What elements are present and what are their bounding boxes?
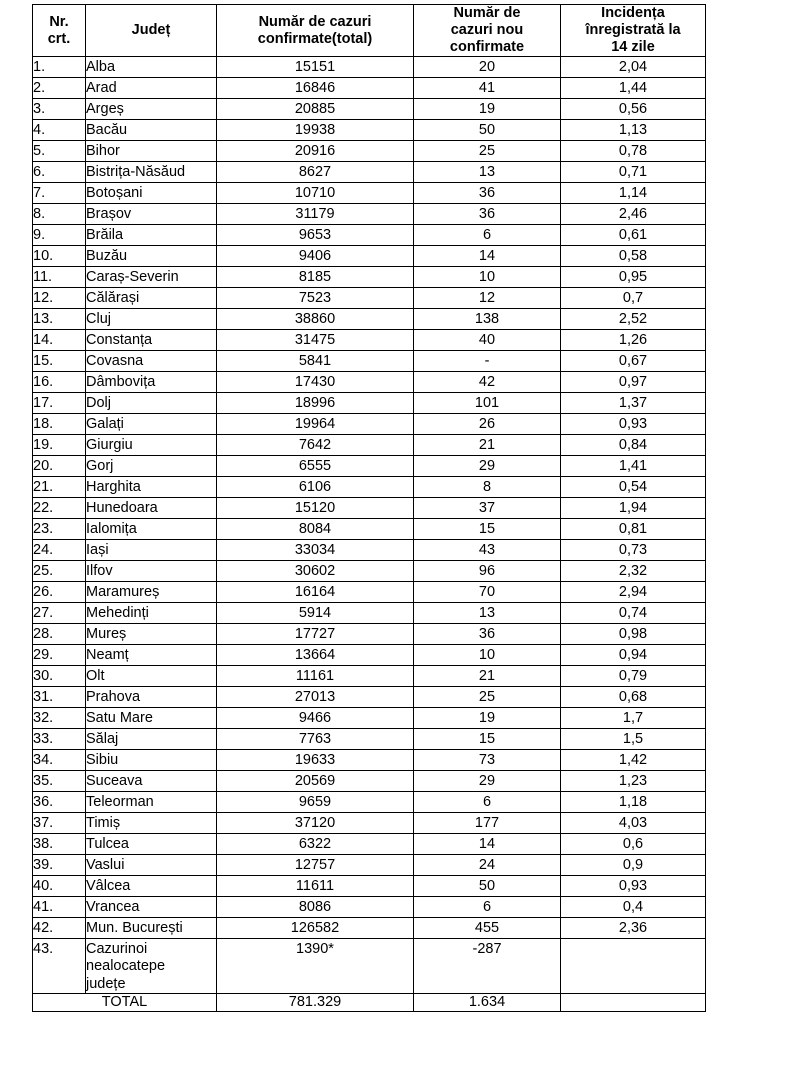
column-header-incidence: [561, 5, 706, 57]
cell-judet: Vrancea: [86, 897, 217, 918]
cell-nr: 7.: [33, 183, 86, 204]
table-footer-row: [33, 993, 706, 1011]
cell-new-cases: 101: [414, 393, 561, 414]
footer-new-cases: 1.634: [414, 993, 561, 1011]
column-header-incidence-line2: înregistrată la: [585, 22, 681, 39]
cell-new-cases: 96: [414, 561, 561, 582]
table-row: [33, 183, 706, 204]
table-row: [33, 162, 706, 183]
cell-judet: Sibiu: [86, 750, 217, 771]
table-row: [33, 666, 706, 687]
cell-judet: Mun. București: [86, 918, 217, 939]
cell-nr: 26.: [33, 582, 86, 603]
cell-incidence: 1,37: [561, 393, 706, 414]
cell-total-cases: 10710: [217, 183, 414, 204]
cell-new-cases: 8: [414, 477, 561, 498]
cell-total-cases: 16164: [217, 582, 414, 603]
unallocated-line1b: noi: [127, 941, 148, 958]
cell-judet: Olt: [86, 666, 217, 687]
cell-incidence: [561, 939, 706, 993]
table-row: [33, 645, 706, 666]
cell-nr: 29.: [33, 645, 86, 666]
cell-new-cases: 36: [414, 204, 561, 225]
cell-new-cases: 6: [414, 225, 561, 246]
cell-incidence: 0,4: [561, 897, 706, 918]
cell-nr: 1.: [33, 57, 86, 78]
table-row: [33, 225, 706, 246]
cell-judet: [86, 939, 217, 993]
cell-judet: Suceava: [86, 771, 217, 792]
cell-new-cases: 15: [414, 519, 561, 540]
cell-judet: Harghita: [86, 477, 217, 498]
column-header-total-line2: confirmate(total): [257, 30, 373, 47]
cell-incidence: 1,7: [561, 708, 706, 729]
cell-incidence: 1,44: [561, 78, 706, 99]
cell-incidence: 1,94: [561, 498, 706, 519]
cell-total-cases: 9406: [217, 246, 414, 267]
cell-nr: 14.: [33, 330, 86, 351]
cell-judet: Cluj: [86, 309, 217, 330]
cell-new-cases: 14: [414, 246, 561, 267]
cell-incidence: 0,54: [561, 477, 706, 498]
cell-incidence: 1,5: [561, 729, 706, 750]
cell-nr: 8.: [33, 204, 86, 225]
cell-total-cases: 8086: [217, 897, 414, 918]
table-row: [33, 414, 706, 435]
cell-nr: 30.: [33, 666, 86, 687]
cell-new-cases: 24: [414, 855, 561, 876]
cell-new-cases: 41: [414, 78, 561, 99]
table-row: [33, 687, 706, 708]
unallocated-line2: nealocate: [86, 958, 149, 975]
table-row: [33, 288, 706, 309]
table-row: [33, 834, 706, 855]
cell-new-cases: 21: [414, 666, 561, 687]
cell-nr: 2.: [33, 78, 86, 99]
cell-judet: Bistrița-Năsăud: [86, 162, 217, 183]
cell-total-cases: 13664: [217, 645, 414, 666]
cell-new-cases: 19: [414, 99, 561, 120]
cell-nr: 20.: [33, 456, 86, 477]
cell-incidence: 2,94: [561, 582, 706, 603]
cell-judet: Dolj: [86, 393, 217, 414]
cell-total-cases: 20916: [217, 141, 414, 162]
cell-total-cases: 6106: [217, 477, 414, 498]
table-row: [33, 792, 706, 813]
cell-new-cases: 21: [414, 435, 561, 456]
cell-total-cases: 7763: [217, 729, 414, 750]
cell-judet: Vaslui: [86, 855, 217, 876]
cell-incidence: 2,36: [561, 918, 706, 939]
cell-incidence: 0,93: [561, 876, 706, 897]
cell-incidence: 0,56: [561, 99, 706, 120]
cell-nr: 31.: [33, 687, 86, 708]
cell-nr: 13.: [33, 309, 86, 330]
cell-new-cases: 20: [414, 57, 561, 78]
cell-total-cases: 19633: [217, 750, 414, 771]
cell-incidence: 1,42: [561, 750, 706, 771]
cell-total-cases: 20569: [217, 771, 414, 792]
cell-nr: 10.: [33, 246, 86, 267]
cell-incidence: 0,94: [561, 645, 706, 666]
cell-judet: Bacău: [86, 120, 217, 141]
cell-judet: Constanța: [86, 330, 217, 351]
table-row: [33, 876, 706, 897]
cell-total-cases: 11611: [217, 876, 414, 897]
cell-nr: 27.: [33, 603, 86, 624]
table-row-unallocated: [33, 939, 706, 993]
cell-total-cases: 8084: [217, 519, 414, 540]
column-header-new-line3: confirmate: [449, 39, 525, 56]
cell-judet: Covasna: [86, 351, 217, 372]
cell-nr: 4.: [33, 120, 86, 141]
cell-total-cases: 31179: [217, 204, 414, 225]
unallocated-line2b: pe: [148, 958, 166, 975]
cell-nr: 28.: [33, 624, 86, 645]
cell-nr: 16.: [33, 372, 86, 393]
cell-incidence: 1,41: [561, 456, 706, 477]
cell-judet: Tulcea: [86, 834, 217, 855]
cell-new-cases: 37: [414, 498, 561, 519]
table-row: [33, 561, 706, 582]
cell-total-cases: 27013: [217, 687, 414, 708]
table-row: [33, 519, 706, 540]
cell-judet: Sălaj: [86, 729, 217, 750]
cell-total-cases: 126582: [217, 918, 414, 939]
cell-nr: 33.: [33, 729, 86, 750]
cell-incidence: 0,74: [561, 603, 706, 624]
table-row: [33, 540, 706, 561]
cell-judet: Arad: [86, 78, 217, 99]
table-row: [33, 708, 706, 729]
table-row: [33, 141, 706, 162]
unallocated-line1: Cazuri: [86, 941, 128, 958]
column-header-nr-line2: crt.: [47, 30, 71, 47]
table-header-row: [33, 5, 706, 57]
cell-new-cases: 29: [414, 456, 561, 477]
table-row: [33, 57, 706, 78]
cell-new-cases: 29: [414, 771, 561, 792]
cell-new-cases: 12: [414, 288, 561, 309]
cell-new-cases: 40: [414, 330, 561, 351]
cell-judet: Brașov: [86, 204, 217, 225]
cell-incidence: 0,6: [561, 834, 706, 855]
column-header-new-line1: Număr de: [453, 5, 521, 21]
cell-new-cases: 15: [414, 729, 561, 750]
cell-new-cases: 42: [414, 372, 561, 393]
table-row: [33, 330, 706, 351]
table-row: [33, 813, 706, 834]
cell-nr: 35.: [33, 771, 86, 792]
cell-total-cases: 38860: [217, 309, 414, 330]
column-header-total-cases: [217, 5, 414, 57]
cell-nr: 38.: [33, 834, 86, 855]
table-row: [33, 624, 706, 645]
table-row: [33, 246, 706, 267]
cell-nr: 43.: [33, 939, 86, 993]
cell-total-cases: 1390*: [217, 939, 414, 993]
table-row: [33, 582, 706, 603]
cell-incidence: 0,71: [561, 162, 706, 183]
cell-new-cases: 36: [414, 624, 561, 645]
cell-new-cases: 36: [414, 183, 561, 204]
cell-judet: Prahova: [86, 687, 217, 708]
column-header-total-line1: Număr de cazuri: [258, 13, 372, 30]
cell-total-cases: 31475: [217, 330, 414, 351]
cell-nr: 36.: [33, 792, 86, 813]
cell-total-cases: 5841: [217, 351, 414, 372]
cell-incidence: 0,58: [561, 246, 706, 267]
cell-judet: Vâlcea: [86, 876, 217, 897]
cell-judet: Argeș: [86, 99, 217, 120]
column-header-nr: [33, 5, 86, 57]
cell-new-cases: 6: [414, 897, 561, 918]
cell-total-cases: 7642: [217, 435, 414, 456]
cell-incidence: 0,81: [561, 519, 706, 540]
cell-incidence: 1,26: [561, 330, 706, 351]
cell-incidence: 0,95: [561, 267, 706, 288]
cell-incidence: 0,61: [561, 225, 706, 246]
cell-nr: 21.: [33, 477, 86, 498]
cell-nr: 37.: [33, 813, 86, 834]
cell-nr: 25.: [33, 561, 86, 582]
cell-judet: Buzău: [86, 246, 217, 267]
cell-nr: 18.: [33, 414, 86, 435]
cell-incidence: 0,79: [561, 666, 706, 687]
table-row: [33, 498, 706, 519]
cell-judet: Gorj: [86, 456, 217, 477]
cell-judet: Hunedoara: [86, 498, 217, 519]
cell-total-cases: 5914: [217, 603, 414, 624]
cell-new-cases: 10: [414, 645, 561, 666]
unallocated-text: [86, 941, 204, 992]
table-row: [33, 393, 706, 414]
cell-new-cases: 138: [414, 309, 561, 330]
cell-new-cases: 50: [414, 876, 561, 897]
cell-judet: Ilfov: [86, 561, 217, 582]
cell-nr: 3.: [33, 99, 86, 120]
cell-total-cases: 19938: [217, 120, 414, 141]
cell-incidence: 0,68: [561, 687, 706, 708]
cell-incidence: 2,46: [561, 204, 706, 225]
table-row: [33, 855, 706, 876]
cell-total-cases: 8185: [217, 267, 414, 288]
cell-new-cases: 25: [414, 687, 561, 708]
cell-new-cases: 6: [414, 792, 561, 813]
cell-incidence: 0,93: [561, 414, 706, 435]
cell-incidence: 0,84: [561, 435, 706, 456]
table-footer: [33, 993, 706, 1011]
cell-new-cases: -: [414, 351, 561, 372]
cell-new-cases: 19: [414, 708, 561, 729]
cell-nr: 17.: [33, 393, 86, 414]
column-header-judet: Județ: [86, 5, 217, 57]
cell-new-cases: 455: [414, 918, 561, 939]
cell-judet: Timiș: [86, 813, 217, 834]
cell-judet: Dâmbovița: [86, 372, 217, 393]
cell-judet: Neamț: [86, 645, 217, 666]
cell-total-cases: 16846: [217, 78, 414, 99]
cell-total-cases: 30602: [217, 561, 414, 582]
cell-total-cases: 19964: [217, 414, 414, 435]
cell-judet: Călărași: [86, 288, 217, 309]
table-row: [33, 351, 706, 372]
cell-nr: 40.: [33, 876, 86, 897]
cell-nr: 9.: [33, 225, 86, 246]
cell-new-cases: 70: [414, 582, 561, 603]
cell-incidence: 4,03: [561, 813, 706, 834]
cell-nr: 34.: [33, 750, 86, 771]
cell-total-cases: 8627: [217, 162, 414, 183]
cell-nr: 42.: [33, 918, 86, 939]
table-row: [33, 435, 706, 456]
cell-total-cases: 15151: [217, 57, 414, 78]
cell-nr: 39.: [33, 855, 86, 876]
cell-incidence: 0,98: [561, 624, 706, 645]
cell-nr: 41.: [33, 897, 86, 918]
cell-total-cases: 9659: [217, 792, 414, 813]
cell-judet: Mureș: [86, 624, 217, 645]
table-row: [33, 120, 706, 141]
cell-judet: Ialomița: [86, 519, 217, 540]
cell-total-cases: 12757: [217, 855, 414, 876]
covid-county-table: [32, 4, 706, 1012]
cell-incidence: 1,14: [561, 183, 706, 204]
cell-incidence: 0,73: [561, 540, 706, 561]
cell-judet: Alba: [86, 57, 217, 78]
cell-incidence: 2,32: [561, 561, 706, 582]
cell-judet: Satu Mare: [86, 708, 217, 729]
cell-judet: Caraș-Severin: [86, 267, 217, 288]
cell-incidence: 1,13: [561, 120, 706, 141]
cell-new-cases: 26: [414, 414, 561, 435]
table-row: [33, 204, 706, 225]
cell-new-cases: 14: [414, 834, 561, 855]
cell-judet: Brăila: [86, 225, 217, 246]
cell-total-cases: 11161: [217, 666, 414, 687]
column-header-incidence-line1: Incidența: [601, 5, 665, 21]
cell-new-cases: 10: [414, 267, 561, 288]
table-header: [33, 5, 706, 57]
cell-total-cases: 7523: [217, 288, 414, 309]
unallocated-line3: județe: [86, 975, 126, 992]
table-row: [33, 456, 706, 477]
cell-judet: Galați: [86, 414, 217, 435]
cell-incidence: 2,52: [561, 309, 706, 330]
cell-nr: 15.: [33, 351, 86, 372]
cell-total-cases: 17727: [217, 624, 414, 645]
table-row: [33, 771, 706, 792]
cell-new-cases: 13: [414, 162, 561, 183]
cell-incidence: 2,04: [561, 57, 706, 78]
cell-nr: 12.: [33, 288, 86, 309]
cell-judet: Teleorman: [86, 792, 217, 813]
cell-total-cases: 20885: [217, 99, 414, 120]
cell-judet: Bihor: [86, 141, 217, 162]
table-row: [33, 99, 706, 120]
cell-nr: 24.: [33, 540, 86, 561]
cell-judet: Mehedinți: [86, 603, 217, 624]
cell-total-cases: 17430: [217, 372, 414, 393]
cell-judet: Maramureș: [86, 582, 217, 603]
column-header-new-line2: cazuri nou: [450, 22, 524, 39]
table-row: [33, 309, 706, 330]
table-row: [33, 603, 706, 624]
cell-incidence: 1,18: [561, 792, 706, 813]
cell-nr: 32.: [33, 708, 86, 729]
cell-new-cases: -287: [414, 939, 561, 993]
cell-total-cases: 15120: [217, 498, 414, 519]
cell-incidence: 0,9: [561, 855, 706, 876]
cell-total-cases: 6322: [217, 834, 414, 855]
cell-new-cases: 177: [414, 813, 561, 834]
footer-total-cases: 781.329: [217, 993, 414, 1011]
table-row: [33, 918, 706, 939]
table-row: [33, 729, 706, 750]
cell-judet: Giurgiu: [86, 435, 217, 456]
cell-nr: 22.: [33, 498, 86, 519]
cell-nr: 11.: [33, 267, 86, 288]
table-row: [33, 750, 706, 771]
cell-total-cases: 33034: [217, 540, 414, 561]
cell-incidence: 1,23: [561, 771, 706, 792]
table-row: [33, 897, 706, 918]
table-row: [33, 267, 706, 288]
table-body: [33, 57, 706, 993]
cell-incidence: 0,7: [561, 288, 706, 309]
cell-nr: 5.: [33, 141, 86, 162]
cell-incidence: 0,97: [561, 372, 706, 393]
table-row: [33, 477, 706, 498]
cell-nr: 23.: [33, 519, 86, 540]
cell-new-cases: 50: [414, 120, 561, 141]
cell-new-cases: 73: [414, 750, 561, 771]
cell-total-cases: 37120: [217, 813, 414, 834]
table-row: [33, 78, 706, 99]
cell-incidence: 0,67: [561, 351, 706, 372]
footer-total-label: TOTAL: [33, 993, 217, 1011]
cell-new-cases: 43: [414, 540, 561, 561]
cell-incidence: 0,78: [561, 141, 706, 162]
footer-incidence: [561, 993, 706, 1011]
cell-new-cases: 25: [414, 141, 561, 162]
cell-total-cases: 9653: [217, 225, 414, 246]
column-header-new-cases: [414, 5, 561, 57]
cell-nr: 19.: [33, 435, 86, 456]
cell-new-cases: 13: [414, 603, 561, 624]
table-row: [33, 372, 706, 393]
column-header-nr-line1: Nr.: [49, 13, 69, 30]
cell-judet: Botoșani: [86, 183, 217, 204]
cell-total-cases: 6555: [217, 456, 414, 477]
cell-total-cases: 9466: [217, 708, 414, 729]
cell-nr: 6.: [33, 162, 86, 183]
cell-total-cases: 18996: [217, 393, 414, 414]
cell-judet: Iași: [86, 540, 217, 561]
column-header-incidence-line3: 14 zile: [611, 39, 655, 56]
